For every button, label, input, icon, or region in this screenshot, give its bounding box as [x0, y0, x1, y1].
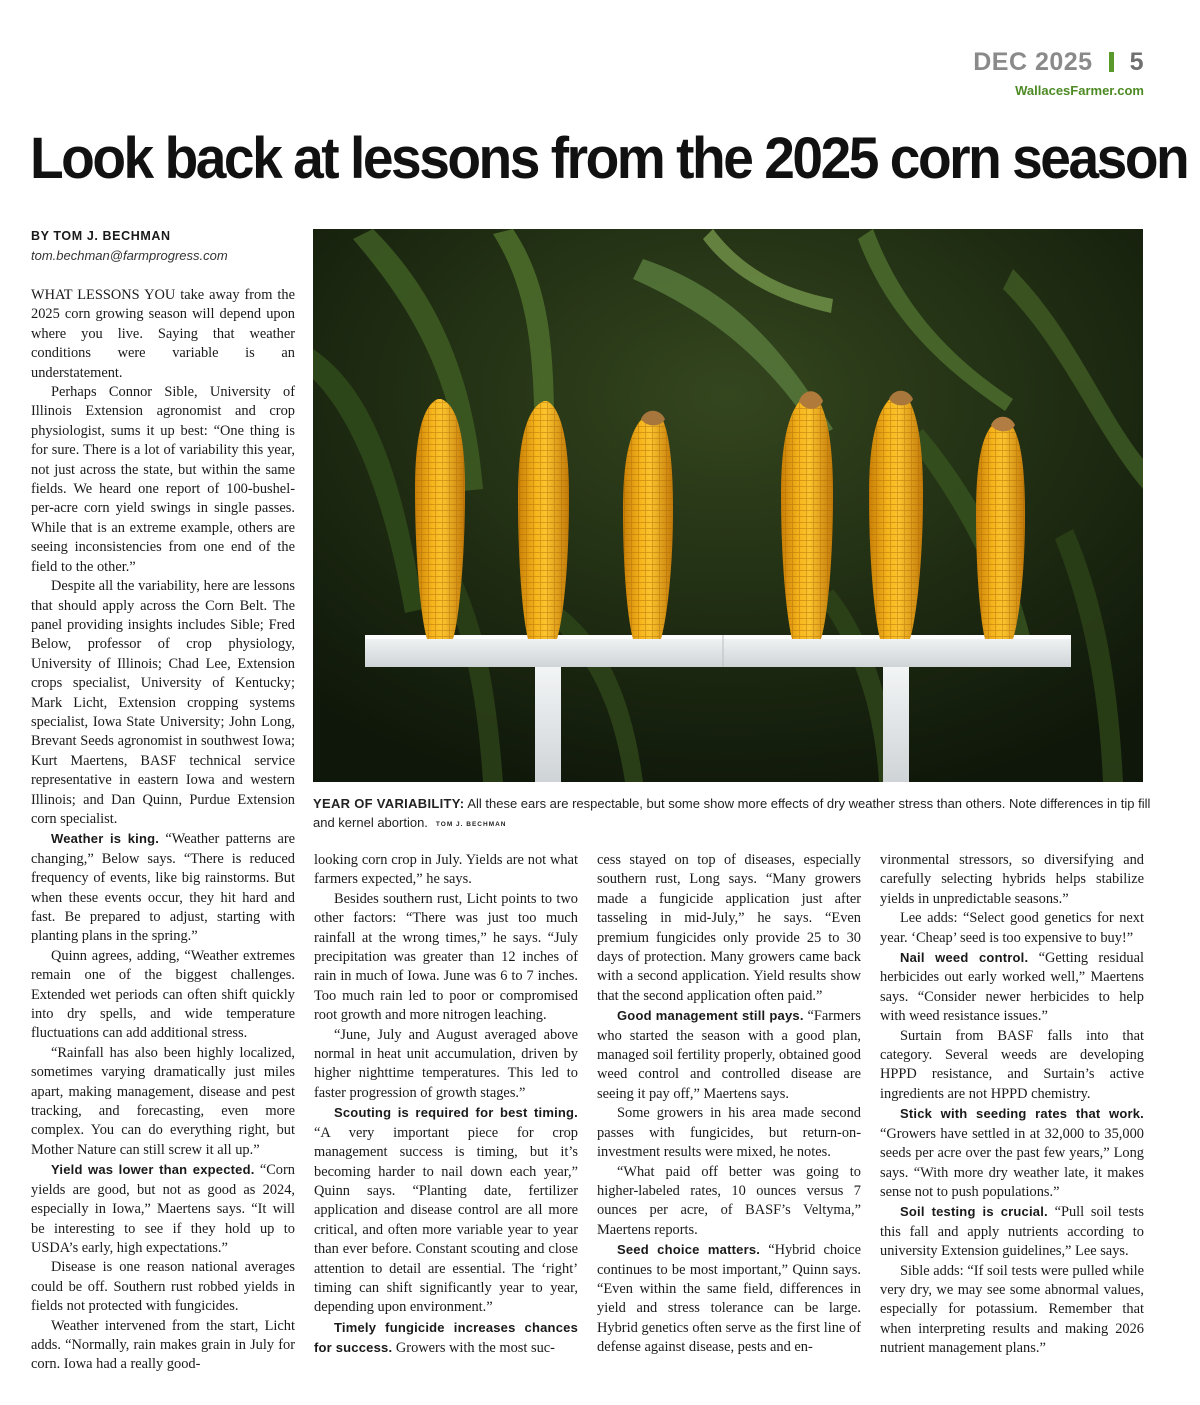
paragraph: Lee adds: “Select good genetics for next year. ‘Cheap’ seed is too expensive to buy!” [880, 910, 1144, 946]
folio-separator [1109, 52, 1114, 72]
paragraph-text: Growers with the most suc- [395, 1340, 555, 1357]
subhead: Seed choice matters. [617, 1242, 761, 1258]
paragraph: Weather intervened from the start, Licht adds. “Normally, rain makes grain in July for corn. Iowa had a really good- [31, 1317, 295, 1373]
paragraph-text: “Getting residual herbicides out early worked well,” Maertens says. “Consider newer herbicides to help with weed resistance issues.” [880, 950, 1144, 1025]
paragraph: Sible adds: “If soil tests were pulled while very dry, we may see some abnormal values, especially for potassium. Remember that when interpreting results and making 2026 nutrient management plans.” [880, 1262, 1144, 1357]
byline [31, 229, 228, 263]
site-url: WallacesFarmer.com [1015, 83, 1144, 98]
paragraph-text: “Pull soil tests this fall and apply nutrients according to university Extension guidelines,” Lee says. [880, 1204, 1144, 1260]
paragraph: Perhaps Connor Sible, University of Illinois Extension agronomist and crop physiologist, sums it up best: “One thing is for sure. There is a lot of variability this year, not just across the state, but within the same fields. We heard one report of 100-bushel-per-acre corn yield swings in single passes. While that is an extreme example, others are seeing inconsistencies from one end of the field to the other.” [31, 384, 295, 575]
paragraph-text: “Weather patterns are changing,” Below says. “There is reduced frequency of events, like big rainstorms. But when these events occur, they hit hard and fast. Be prepared to adjust, starting with planting plans in the spring.” [31, 831, 296, 945]
paragraph-text: “Hybrid choice continues to be most important,” Quinn says. “Even within the same field, differences in yield and stress tolerance can be large. Hybrid genetics often serve as the first line of defense against disease, pests and en- [597, 1242, 861, 1356]
ear-1 [415, 399, 465, 639]
paragraph [597, 1240, 861, 1357]
paragraph: Some growers in his area made second passes with fungicides, but return-on-investment results were mixed, he notes. [597, 1105, 861, 1161]
ear-3 [623, 411, 673, 639]
paragraph-text: “Corn yields are good, but not as good as 2024, especially in Iowa,” Maertens says. “It will be interesting to see if they hold up to USDA’s early, high expectations.” [31, 1162, 295, 1256]
paragraph: Besides southern rust, Licht points to two other factors: “There was just too much rainfall at the wrong times,” he says. “July precipitation was greater than 12 inches of rain in much of Iowa. June was 6 to 7 inches. Too much rain led to poor or compromised root growth and more nitrogen leaching. [314, 890, 578, 1024]
photo-credit: TOM J. BECHMAN [435, 821, 507, 828]
author-email: tom.bechman@farmprogress.com [31, 248, 228, 263]
subhead: Timely fungicide increases chances for success. [314, 1319, 578, 1356]
subhead: Yield was lower than expected. [51, 1162, 255, 1178]
caption-label: YEAR OF VARIABILITY: [313, 796, 465, 811]
ear-2 [518, 401, 569, 639]
article-column-3 [597, 851, 861, 1358]
article-column-2 [314, 851, 578, 1359]
paragraph-text: “Growers have settled in at 32,000 to 35,000 seeds per acre over the past few years,” Long says. “With more dry weather late, it makes sense not to push populations.” [880, 1125, 1144, 1200]
article-column-4 [880, 851, 1144, 1359]
paragraph [880, 948, 1144, 1027]
corn-ears-photo [313, 229, 1143, 782]
paragraph: Surtain from BASF falls into that category. Several weeds are developing HPPD resistance, and Surtain’s active ingredients are not HPPD chemistry. [880, 1027, 1144, 1102]
subhead: Stick with seeding rates that work. [900, 1106, 1144, 1122]
ear-5 [869, 391, 923, 639]
ear-4 [781, 391, 833, 639]
paragraph [314, 1103, 578, 1317]
paragraph: Quinn agrees, adding, “Weather extremes remain one of the biggest challenges. Extended wet periods can often shift quickly into dry spells, and wide temperature fluctuations can add additional stress. [31, 947, 295, 1042]
paragraph: looking corn crop in July. Yields are not what farmers expected,” he says. [314, 852, 578, 888]
caption-text: All these ears are respectable, but some show more effects of dry weather stress than others. Note differences in tip fill and kernel abortion. [313, 796, 1151, 830]
subhead: Soil testing is crucial. [900, 1204, 1048, 1220]
paragraph: “June, July and August averaged above normal in heat unit accumulation, driven by higher nighttime temperatures. This led to faster progression of growth stages.” [314, 1026, 578, 1101]
paragraph: “Rainfall has also been highly localized, sometimes varying dramatically just miles apart, making management, disease and pest tracking, and forecasting, even more complex. You can do everything right, but Mother Nature can still screw it all up.” [31, 1044, 295, 1158]
paragraph-text: “A very important piece for crop management success is timing, but it’s becoming harder to nail down each year,” Quinn says. “Planting date, fertilizer application and disease control are all more critical, and often more variable year to year than ever before. Constant scouting and close attention to detail are essential. The ‘right’ timing can shift significantly year to year, depending upon environment.” [314, 1124, 578, 1316]
photo-caption [313, 794, 1153, 834]
paragraph [31, 829, 295, 946]
paragraph: WHAT LESSONS YOU take away from the 2025 corn growing season will depend upon where you live. Saying that weather conditions were variable is an understatement. [31, 287, 295, 381]
ear-6 [976, 417, 1025, 639]
article-column-1 [31, 286, 295, 1375]
page-number: 5 [1129, 48, 1144, 76]
paragraph [314, 1318, 578, 1359]
subhead: Good management still pays. [617, 1008, 804, 1024]
headline: Look back at lessons from the 2025 corn season [30, 126, 1188, 191]
paragraph: Disease is one reason national averages could be off. Southern rust robbed yields in fields not protected with fungicides. [31, 1259, 295, 1315]
paragraph: “What paid off better was going to higher-labeled rates, 10 ounces versus 7 ounces per acre, of BASF’s Veltyma,” Maertens reports. [597, 1163, 861, 1238]
subhead: Scouting is required for best timing. [334, 1105, 578, 1121]
paragraph: cess stayed on top of diseases, especially southern rust, Long says. “Many growers made a fungicide application just after tasseling in mid-July,” he says. “Even premium fungicides only provide 25 to 30 days of protection. Many growers came back with a second application. Yield results show that the second application often paid.” [597, 852, 861, 1004]
paragraph [880, 1104, 1144, 1202]
subhead: Weather is king. [51, 831, 160, 847]
paragraph-text: “Farmers who started the season with a good plan, managed soil fertility properly, obtained good weed control and controlled disease are seeing it pay off,” Maertens says. [597, 1008, 861, 1102]
paragraph [597, 1006, 861, 1104]
paragraph: vironmental stressors, so diversifying and carefully selecting hybrids helps stabilize yields in unpredictable seasons.” [880, 852, 1144, 907]
author-name: BY TOM J. BECHMAN [31, 229, 171, 243]
paragraph [31, 1160, 295, 1258]
subhead: Nail weed control. [900, 950, 1029, 966]
page-folio [973, 48, 1144, 98]
paragraph [880, 1202, 1144, 1261]
paragraph: Despite all the variability, here are lessons that should apply across the Corn Belt. The panel providing insights includes Sible; Fred Below, professor of crop physiology, University of Illinois; Chad Lee, Extension crops specialist, University of Kentucky; Mark Licht, Extension cropping systems specialist, Iowa State University; John Long, Brevant Seeds agronomist in southwest Iowa; Kurt Maertens, BASF technical service representative in eastern Iowa and western Illinois; and Dan Quinn, Purdue Extension corn specialist. [31, 578, 295, 827]
issue-date: DEC 2025 [973, 48, 1093, 76]
